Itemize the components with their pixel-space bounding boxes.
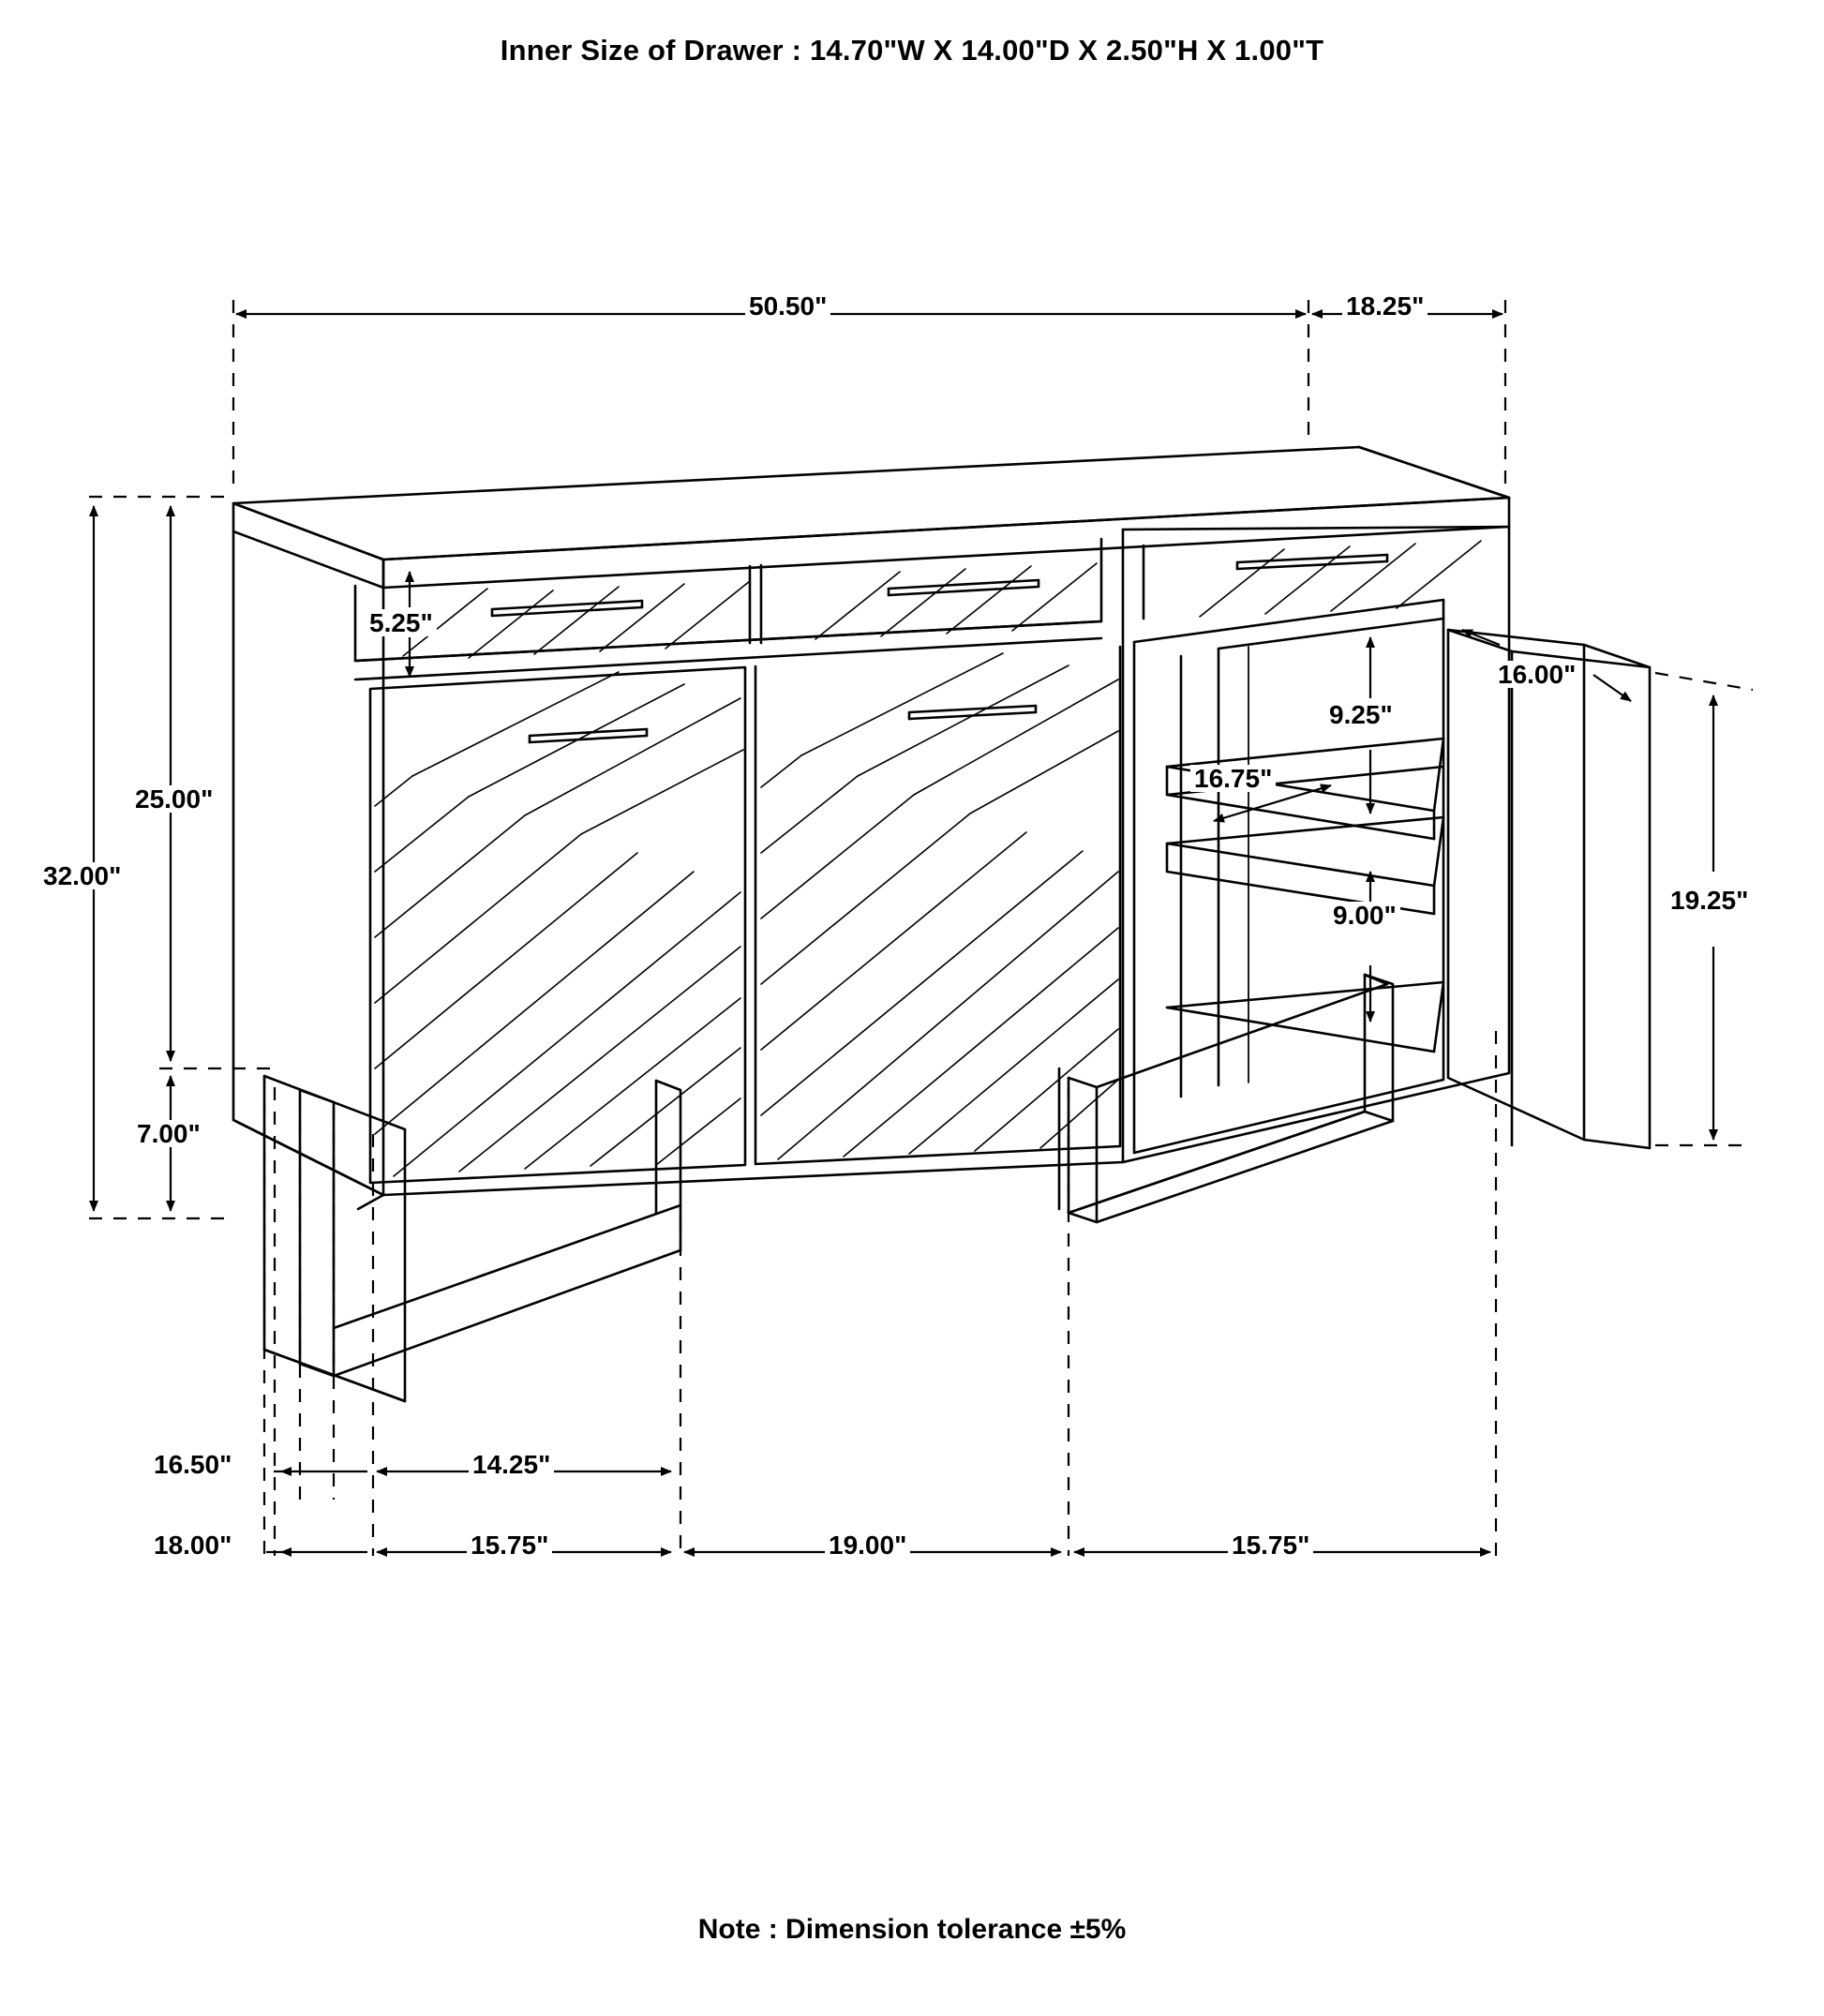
dim-left-door-width: 15.75" (467, 1531, 552, 1559)
dim-base-depth-inner: 16.50" (150, 1451, 235, 1478)
dim-shelf-depth: 16.75" (1190, 765, 1276, 792)
dim-cabinet-height: 25.00" (131, 785, 217, 813)
dim-overall-width: 50.50" (745, 292, 830, 320)
dim-upper-compartment: 9.25" (1325, 701, 1397, 728)
dim-leg-height: 7.00" (133, 1120, 204, 1147)
page-title: Inner Size of Drawer : 14.70"W X 14.00"D X 2.50"H X 1.00"T (500, 34, 1324, 67)
dim-drawer-face-height: 5.25" (366, 609, 437, 636)
dim-right-door-width: 15.75" (1228, 1531, 1313, 1559)
dim-door-width: 16.00" (1494, 661, 1579, 688)
dim-lower-compartment: 9.00" (1329, 902, 1400, 929)
dim-base-depth-outer: 18.00" (150, 1531, 235, 1559)
dim-leg-frame-width: 14.25" (469, 1451, 554, 1478)
dim-door-height: 19.25" (1667, 887, 1752, 914)
dim-depth-top: 18.25" (1342, 292, 1428, 320)
tolerance-note: Note : Dimension tolerance ±5% (697, 1914, 1127, 1945)
dim-center-door-width: 19.00" (825, 1531, 910, 1559)
dim-overall-height: 32.00" (39, 862, 125, 889)
